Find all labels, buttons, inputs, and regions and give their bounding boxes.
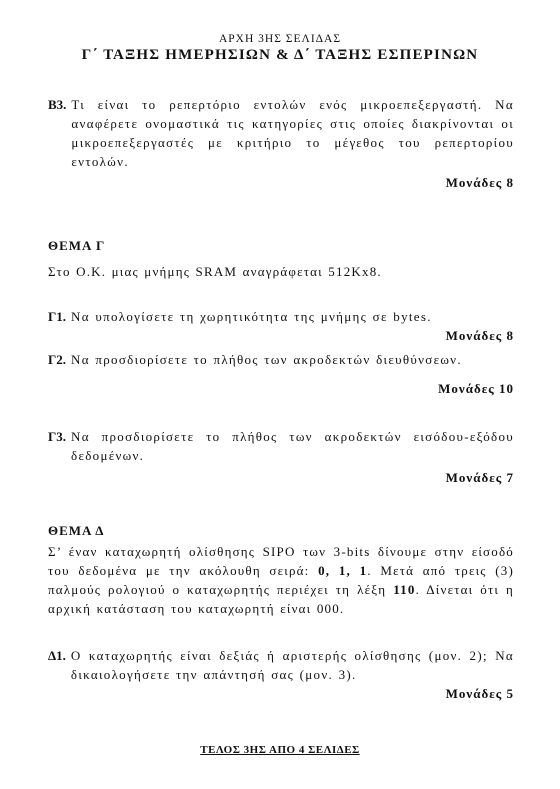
question-text: Να υπολογίσετε τη χωρητικότητα της μνήμης σε bytes. <box>71 309 432 324</box>
question-g3 <box>48 427 514 487</box>
question-label: B3. <box>48 97 67 112</box>
page-start-note: ΑΡΧΗ 3ΗΣ ΣΕΛΙΔΑΣ <box>218 33 342 45</box>
question-label: Γ2. <box>48 352 67 367</box>
section-heading-g: ΘΕΜΑ Γ <box>48 238 106 253</box>
question-g1 <box>48 307 514 345</box>
question-label: Γ1. <box>48 309 67 324</box>
question-marks: Μονάδες 7 <box>445 470 514 485</box>
question-marks: Μονάδες 10 <box>438 381 514 396</box>
section-d-intro <box>48 542 514 618</box>
intro-text-b: . Μετά από τρεις (3) παλμούς ρολογιού ο καταχωρητής περιέχει τη λέξη <box>48 563 515 597</box>
question-marks: Μονάδες 8 <box>445 328 514 343</box>
question-text: Ο καταχωρητής είναι δεξιάς ή αριστερής ολίσθησης (μον. 2); Να δικαιολογήσετε την απάντησή σας (μον. 3). <box>70 648 514 682</box>
input-sequence: 0, 1, 1 <box>318 563 368 578</box>
register-word: 110 <box>393 582 416 597</box>
question-marks: Μονάδες 5 <box>445 686 514 701</box>
question-text: Να προσδιορίσετε το πλήθος των ακροδεκτών διευθύνσεων. <box>71 352 462 367</box>
question-b3 <box>48 95 514 192</box>
question-label: Δ1. <box>48 648 66 663</box>
section-heading-d: ΘΕΜΑ Δ <box>48 523 105 538</box>
intro-text-c: . Δίνεται ότι η αρχική κατάσταση του καταχωρητή είναι 000. <box>48 582 515 616</box>
question-text: Τι είναι το ρεπερτόριο εντολών ενός μικροεπεξεργαστή. Να αναφέρετε ονομαστικά τις κατηγορίες στις οποίες διακρίνονται οι μικροεπεξεργαστές με κριτήριο το μέγεθος του ρεπερτορίου εντολών. <box>71 97 514 169</box>
question-d1 <box>48 646 514 703</box>
section-g-intro: Στο Ο.Κ. μιας μνήμης SRAM αναγράφεται 512Kx8. <box>48 264 382 279</box>
question-label: Γ3. <box>48 429 67 444</box>
intro-text-a: Σ’ έναν καταχωρητή ολίσθησης SIPO των 3-bits δίνουμε στην είσοδό του δεδομένα με την ακόλουθη σειρά: <box>48 544 514 578</box>
page-title: Γ΄ ΤΑΞΗΣ ΗΜΕΡΗΣΙΩΝ & Δ΄ ΤΑΞΗΣ ΕΣΠΕΡΙΝΩΝ <box>81 47 479 63</box>
question-g2 <box>48 350 514 398</box>
question-marks: Μονάδες 8 <box>445 175 514 190</box>
page-footer: ΤΕΛΟΣ 3ΗΣ ΑΠΟ 4 ΣΕΛΙΔΕΣ <box>200 744 360 756</box>
question-text: Να προσδιορίσετε το πλήθος των ακροδεκτών εισόδου-εξόδου δεδομένων. <box>71 429 514 463</box>
